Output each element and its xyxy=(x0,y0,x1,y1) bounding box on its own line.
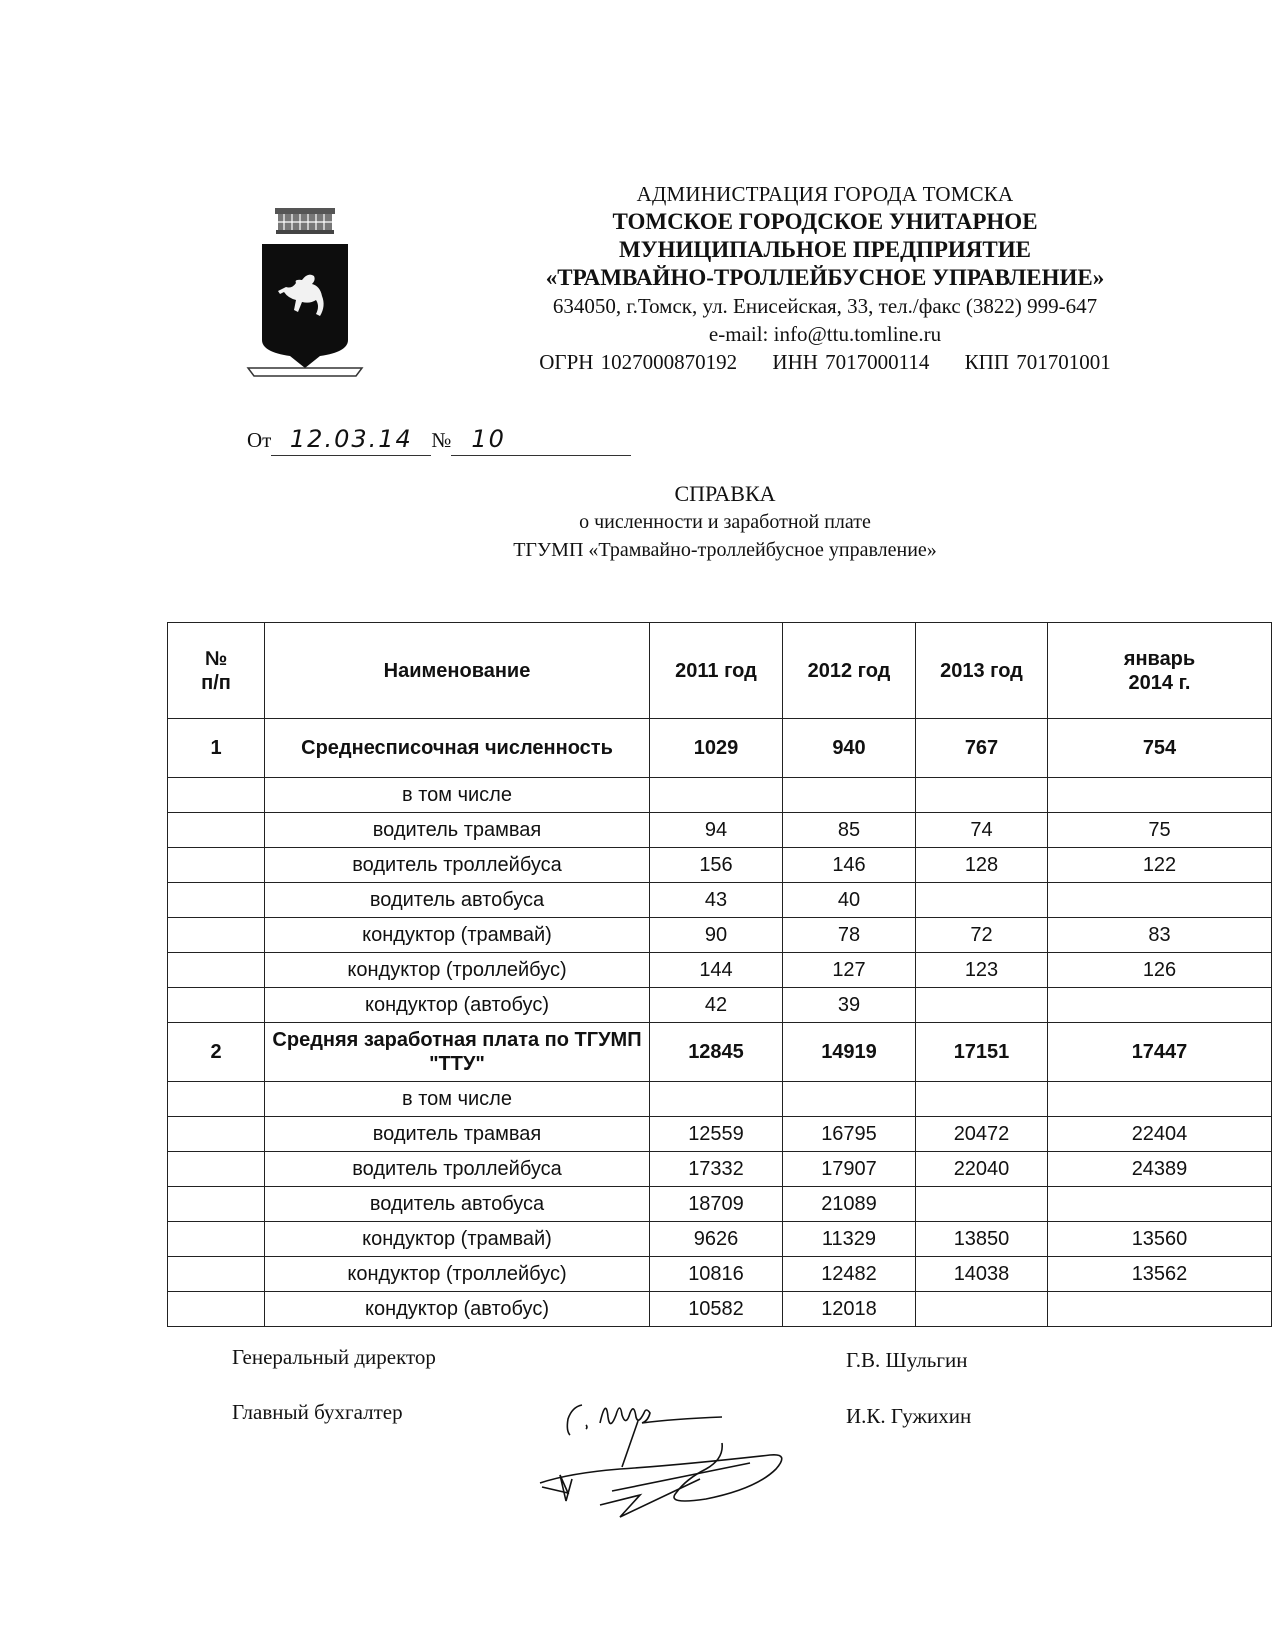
cell-number xyxy=(168,1187,265,1222)
inn: ИНН 7017000114 xyxy=(772,350,930,374)
cell-2013: 123 xyxy=(916,953,1048,988)
cell-name: Среднесписочная численность xyxy=(265,719,650,778)
cell-2011: 12845 xyxy=(650,1023,783,1082)
cell-name: в том числе xyxy=(265,1082,650,1117)
cell-name: водитель трамвая xyxy=(265,813,650,848)
header-2012: 2012 год xyxy=(783,623,916,719)
cell-name: кондуктор (троллейбус) xyxy=(265,1257,650,1292)
handwritten-signature-icon xyxy=(520,1395,820,1530)
table-header-row xyxy=(168,623,1272,719)
cell-name: в том числе xyxy=(265,778,650,813)
cell-number: 2 xyxy=(168,1023,265,1082)
header-name: Наименование xyxy=(265,623,650,719)
org-name-line1: ТОМСКОЕ ГОРОДСКОЕ УНИТАРНОЕ xyxy=(612,209,1038,234)
cell-number xyxy=(168,883,265,918)
header-number: № п/п xyxy=(168,623,265,719)
table-row xyxy=(168,1187,1272,1222)
cell-jan-2014: 24389 xyxy=(1048,1152,1272,1187)
cell-name: кондуктор (трамвай) xyxy=(265,918,650,953)
cell-2012: 16795 xyxy=(783,1117,916,1152)
cell-2012: 12018 xyxy=(783,1292,916,1327)
cell-2013: 14038 xyxy=(916,1257,1048,1292)
cell-2012: 146 xyxy=(783,848,916,883)
title-subtitle-1: о численности и заработной плате xyxy=(579,511,871,533)
cell-jan-2014: 13562 xyxy=(1048,1257,1272,1292)
cell-number xyxy=(168,1222,265,1257)
cell-2013: 767 xyxy=(916,719,1048,778)
cell-2013: 20472 xyxy=(916,1117,1048,1152)
cell-number xyxy=(168,1292,265,1327)
org-registration xyxy=(440,348,1210,376)
cell-2012 xyxy=(783,778,916,813)
cell-2011: 17332 xyxy=(650,1152,783,1187)
table-row xyxy=(168,813,1272,848)
org-name-line2: МУНИЦИПАЛЬНОЕ ПРЕДПРИЯТИЕ xyxy=(619,237,1031,262)
cell-2013 xyxy=(916,1187,1048,1222)
table-row xyxy=(168,1082,1272,1117)
org-name-line3: «ТРАМВАЙНО-ТРОЛЛЕЙБУСНОЕ УПРАВЛЕНИЕ» xyxy=(545,265,1105,290)
ogrn: ОГРН 1027000870192 xyxy=(539,350,738,374)
cell-number xyxy=(168,918,265,953)
cell-2013 xyxy=(916,778,1048,813)
cell-2013: 17151 xyxy=(916,1023,1048,1082)
cell-2011 xyxy=(650,1082,783,1117)
accountant-title: Главный бухгалтер xyxy=(232,1400,403,1424)
cell-jan-2014 xyxy=(1048,1292,1272,1327)
document-title xyxy=(430,480,1020,564)
reference-line xyxy=(247,425,631,456)
cell-name: кондуктор (троллейбус) xyxy=(265,953,650,988)
cell-name: водитель троллейбуса xyxy=(265,1152,650,1187)
document-number: 10 xyxy=(471,425,506,453)
accountant-name: И.К. Гужихин xyxy=(846,1404,972,1428)
org-email: e-mail: info@ttu.tomline.ru xyxy=(708,322,942,346)
director-title: Генеральный директор xyxy=(232,1345,436,1369)
header-jan-2014: январь 2014 г. xyxy=(1048,623,1272,719)
cell-2012: 12482 xyxy=(783,1257,916,1292)
cell-2012: 14919 xyxy=(783,1023,916,1082)
header-2011: 2011 год xyxy=(650,623,783,719)
cell-2011 xyxy=(650,778,783,813)
cell-2012: 78 xyxy=(783,918,916,953)
cell-2013: 128 xyxy=(916,848,1048,883)
cell-2013 xyxy=(916,1292,1048,1327)
cell-2012: 85 xyxy=(783,813,916,848)
table-row xyxy=(168,953,1272,988)
cell-jan-2014 xyxy=(1048,778,1272,813)
cell-number xyxy=(168,1257,265,1292)
cell-2011: 9626 xyxy=(650,1222,783,1257)
cell-name: кондуктор (автобус) xyxy=(265,988,650,1023)
cell-jan-2014: 83 xyxy=(1048,918,1272,953)
cell-name: кондуктор (трамвай) xyxy=(265,1222,650,1257)
cell-2012: 40 xyxy=(783,883,916,918)
cell-2011: 12559 xyxy=(650,1117,783,1152)
cell-number xyxy=(168,1082,265,1117)
table-row xyxy=(168,719,1272,778)
cell-2011: 156 xyxy=(650,848,783,883)
cell-2011: 90 xyxy=(650,918,783,953)
cell-name: водитель троллейбуса xyxy=(265,848,650,883)
cell-2011: 43 xyxy=(650,883,783,918)
director-name: Г.В. Шульгин xyxy=(846,1348,968,1372)
cell-number xyxy=(168,988,265,1023)
title-heading: СПРАВКА xyxy=(674,481,776,506)
cell-jan-2014: 122 xyxy=(1048,848,1272,883)
cell-2011: 42 xyxy=(650,988,783,1023)
cell-2013: 72 xyxy=(916,918,1048,953)
cell-jan-2014 xyxy=(1048,1082,1272,1117)
table-row xyxy=(168,1292,1272,1327)
cell-name: кондуктор (автобус) xyxy=(265,1292,650,1327)
cell-jan-2014 xyxy=(1048,988,1272,1023)
header-2013: 2013 год xyxy=(916,623,1048,719)
org-address: 634050, г.Томск, ул. Енисейская, 33, тел./факс (3822) 999-647 xyxy=(552,294,1098,318)
cell-jan-2014: 754 xyxy=(1048,719,1272,778)
cell-name: водитель автобуса xyxy=(265,883,650,918)
cell-number xyxy=(168,813,265,848)
cell-number xyxy=(168,953,265,988)
table-row xyxy=(168,883,1272,918)
cell-name: водитель трамвая xyxy=(265,1117,650,1152)
table-row xyxy=(168,778,1272,813)
cell-2013 xyxy=(916,988,1048,1023)
admin-name: АДМИНИСТРАЦИЯ ГОРОДА ТОМСКА xyxy=(636,182,1014,206)
cell-2011: 10582 xyxy=(650,1292,783,1327)
cell-jan-2014: 13560 xyxy=(1048,1222,1272,1257)
staff-salary-table xyxy=(167,622,1272,1327)
cell-number xyxy=(168,1117,265,1152)
cell-2012 xyxy=(783,1082,916,1117)
cell-2012: 127 xyxy=(783,953,916,988)
cell-2012: 940 xyxy=(783,719,916,778)
kpp: КПП 701701001 xyxy=(964,350,1111,374)
tomsk-coat-of-arms-icon xyxy=(240,200,370,380)
title-subtitle-2: ТГУМП «Трамвайно-троллейбусное управление» xyxy=(513,539,937,561)
document-date: 12.03.14 xyxy=(289,425,413,453)
table-row xyxy=(168,1117,1272,1152)
cell-2011: 144 xyxy=(650,953,783,988)
cell-2011: 18709 xyxy=(650,1187,783,1222)
table-row xyxy=(168,1152,1272,1187)
cell-jan-2014: 75 xyxy=(1048,813,1272,848)
cell-2013: 74 xyxy=(916,813,1048,848)
number-label: № xyxy=(431,428,452,452)
cell-jan-2014: 17447 xyxy=(1048,1023,1272,1082)
cell-2013 xyxy=(916,1082,1048,1117)
letterhead xyxy=(440,180,1210,376)
cell-number xyxy=(168,848,265,883)
cell-number xyxy=(168,778,265,813)
cell-2012: 21089 xyxy=(783,1187,916,1222)
cell-2012: 17907 xyxy=(783,1152,916,1187)
cell-2013: 22040 xyxy=(916,1152,1048,1187)
cell-2013 xyxy=(916,883,1048,918)
cell-name: Средняя заработная плата по ТГУМП "ТТУ" xyxy=(265,1023,650,1082)
cell-2011: 94 xyxy=(650,813,783,848)
cell-jan-2014: 126 xyxy=(1048,953,1272,988)
table-row xyxy=(168,918,1272,953)
table-row xyxy=(168,848,1272,883)
cell-number xyxy=(168,1152,265,1187)
cell-2012: 39 xyxy=(783,988,916,1023)
table-row xyxy=(168,1023,1272,1082)
cell-jan-2014: 22404 xyxy=(1048,1117,1272,1152)
cell-2011: 1029 xyxy=(650,719,783,778)
cell-jan-2014 xyxy=(1048,1187,1272,1222)
table-row xyxy=(168,1222,1272,1257)
cell-jan-2014 xyxy=(1048,883,1272,918)
from-label: От xyxy=(247,428,272,452)
cell-number: 1 xyxy=(168,719,265,778)
cell-name: водитель автобуса xyxy=(265,1187,650,1222)
table-row xyxy=(168,1257,1272,1292)
cell-2012: 11329 xyxy=(783,1222,916,1257)
cell-2011: 10816 xyxy=(650,1257,783,1292)
cell-2013: 13850 xyxy=(916,1222,1048,1257)
table-row xyxy=(168,988,1272,1023)
